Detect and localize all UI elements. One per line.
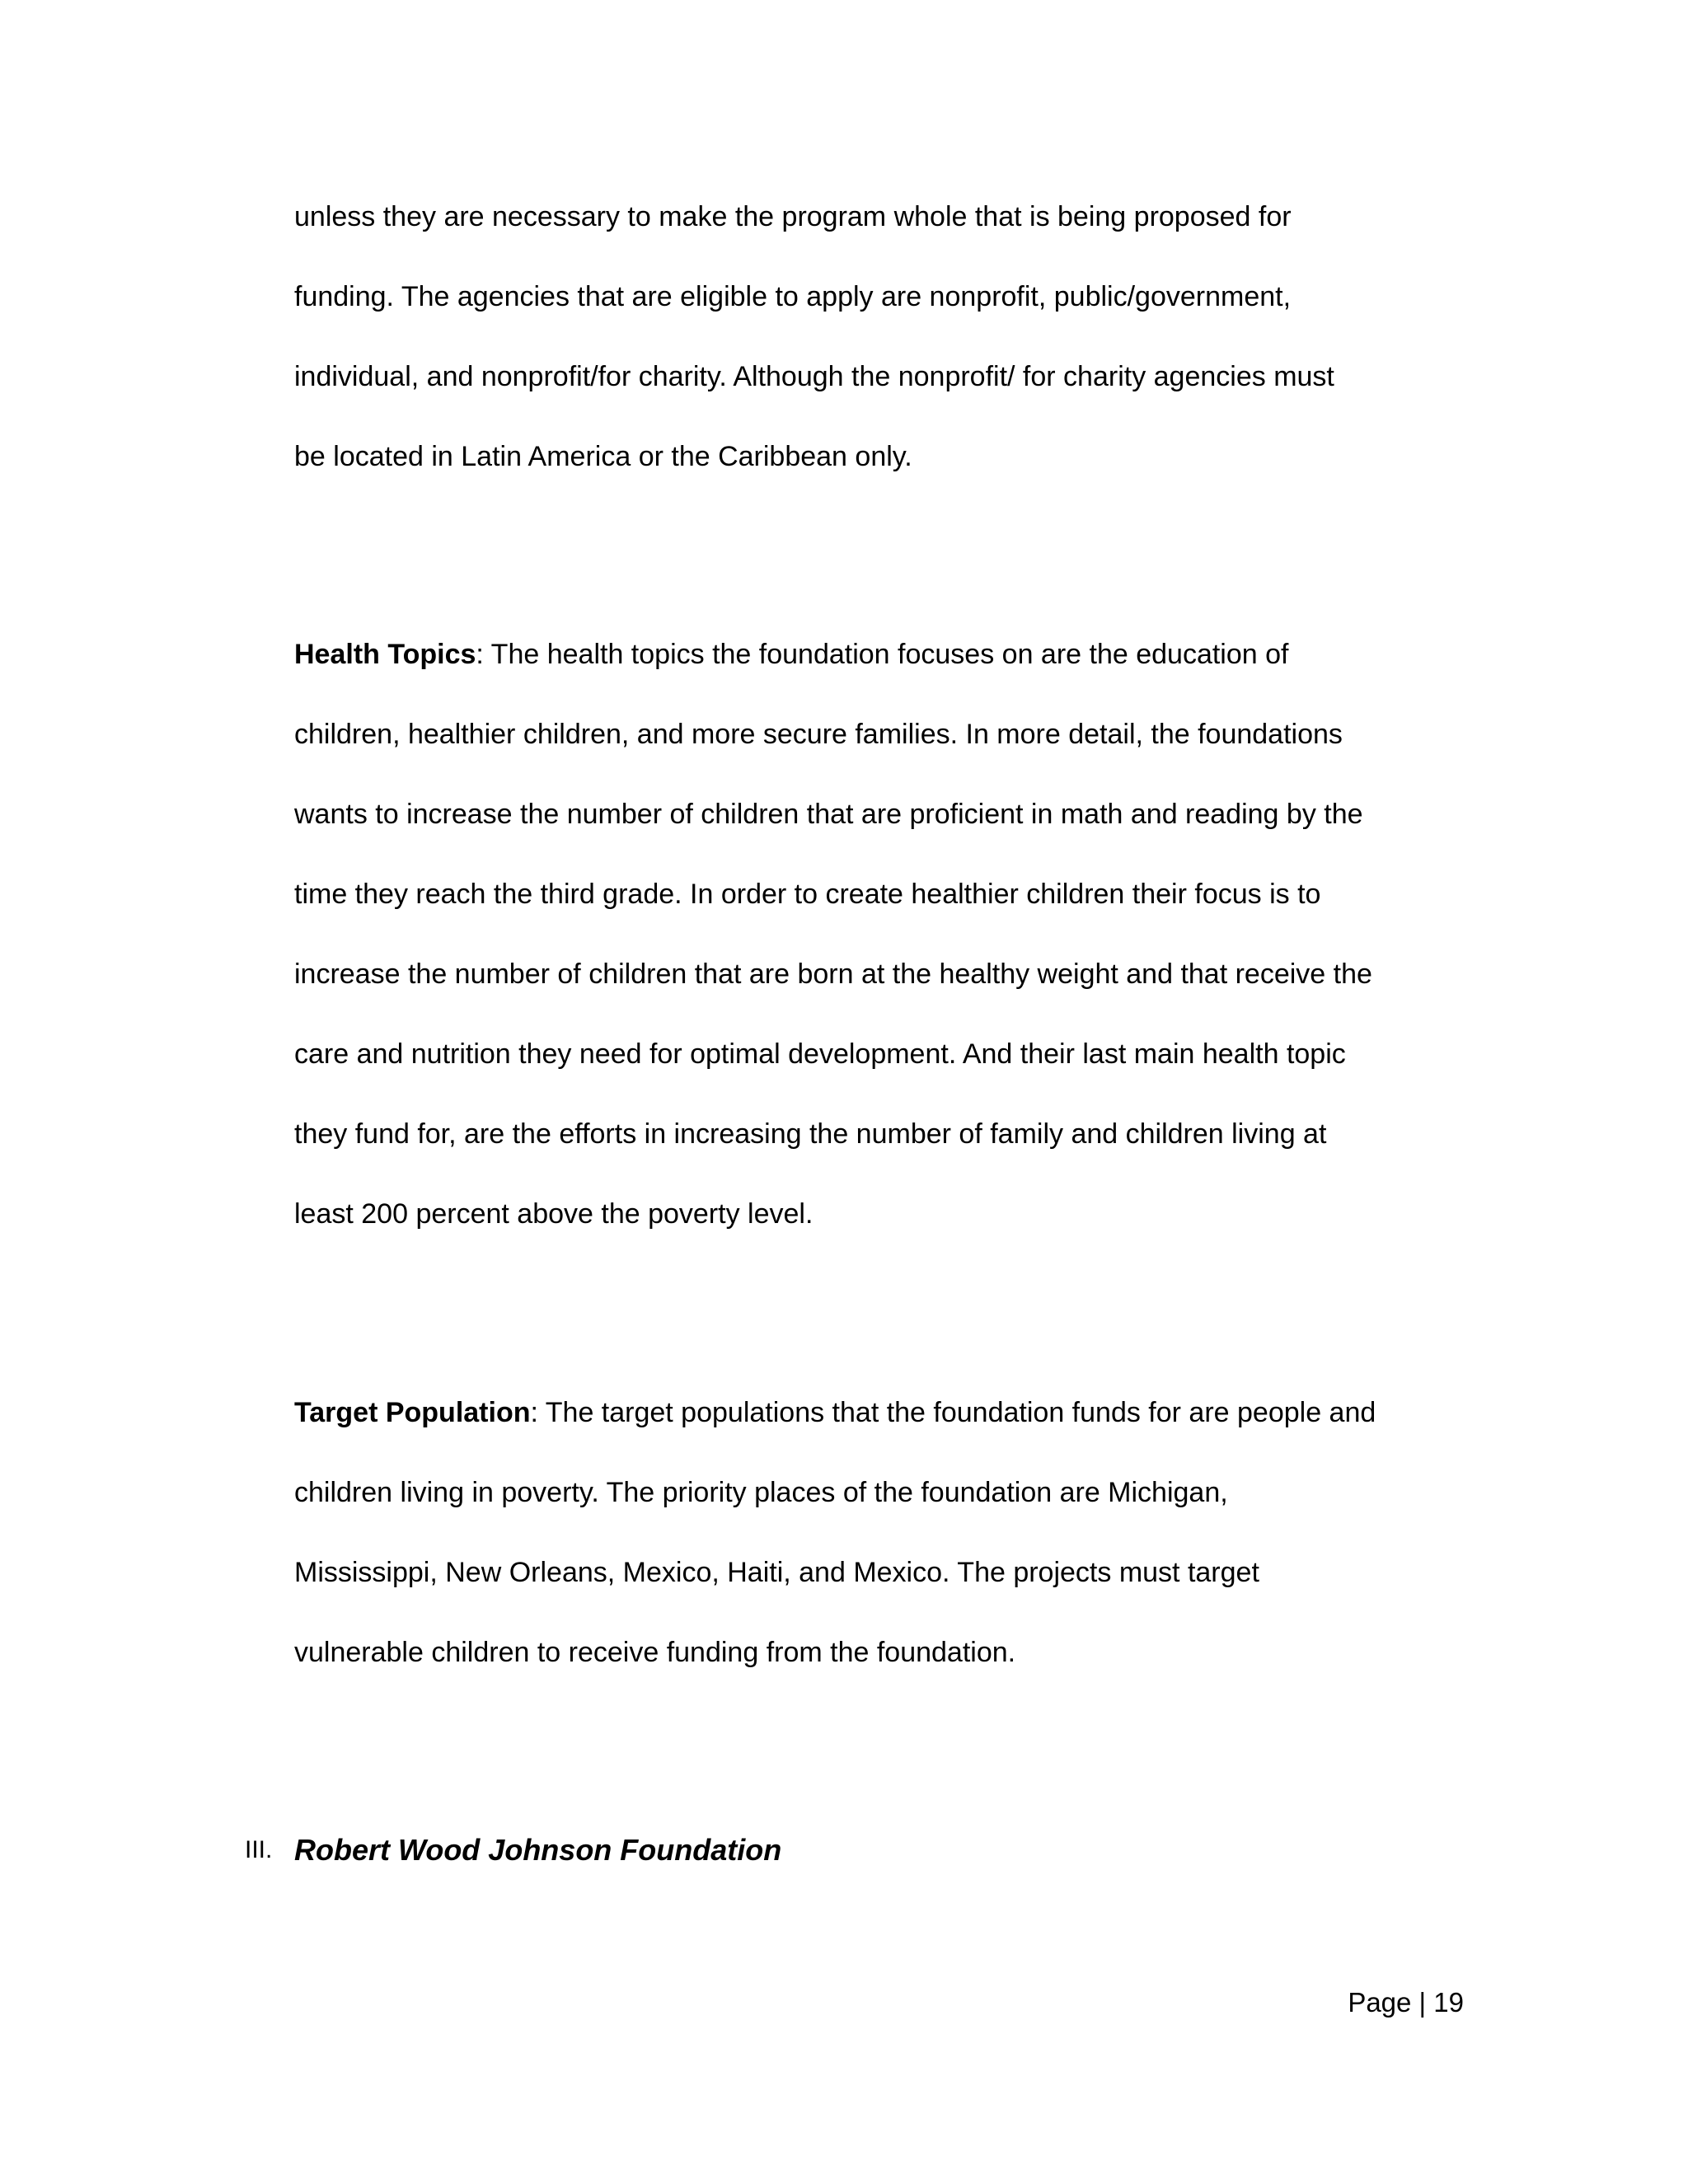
page-number-footer: Page | 19: [1348, 1987, 1464, 2018]
paragraph-target-population: [294, 1373, 1489, 1693]
text-line: be located in Latin America or the Caribbean only.: [294, 441, 912, 472]
text-line: increase the number of children that are born at the healthy weight and that receive the: [294, 958, 1372, 990]
paragraph-heading: Target Population: [294, 1397, 531, 1428]
text-line: [294, 615, 1489, 695]
text-line: funding. The agencies that are eligible to apply are nonprofit, public/government,: [294, 281, 1292, 312]
text-run: : The health topics the foundation focuses on are the education of: [476, 639, 1289, 670]
text-line: unless they are necessary to make the program whole that is being proposed for: [294, 201, 1292, 232]
paragraph-health-topics: [294, 615, 1489, 1254]
text-line: least 200 percent above the poverty level.: [294, 1198, 814, 1230]
text-run: : The target populations that the foundation funds for are people and: [530, 1397, 1376, 1428]
text-line: they fund for, are the efforts in increasing the number of family and children living at: [294, 1118, 1327, 1150]
text-line: vulnerable children to receive funding from the foundation.: [294, 1637, 1016, 1668]
section-number: III.: [245, 1836, 273, 1863]
text-line: children living in poverty. The priority places of the foundation are Michigan,: [294, 1477, 1228, 1508]
text-line: wants to increase the number of children that are proficient in math and reading by the: [294, 799, 1363, 830]
text-line: children, healthier children, and more secure families. In more detail, the foundations: [294, 719, 1343, 750]
text-line: [294, 1373, 1489, 1453]
text-line: time they reach the third grade. In order to create healthier children their focus is to: [294, 879, 1321, 910]
paragraph-heading: Health Topics: [294, 639, 476, 670]
text-line: Mississippi, New Orleans, Mexico, Haiti, and Mexico. The projects must target: [294, 1557, 1259, 1588]
paragraph-eligibility: [294, 177, 1489, 497]
text-line: care and nutrition they need for optimal development. And their last main health topic: [294, 1038, 1346, 1070]
text-line: individual, and nonprofit/for charity. Although the nonprofit/ for charity agencies must: [294, 361, 1334, 392]
section-title: Robert Wood Johnson Foundation: [294, 1833, 782, 1867]
